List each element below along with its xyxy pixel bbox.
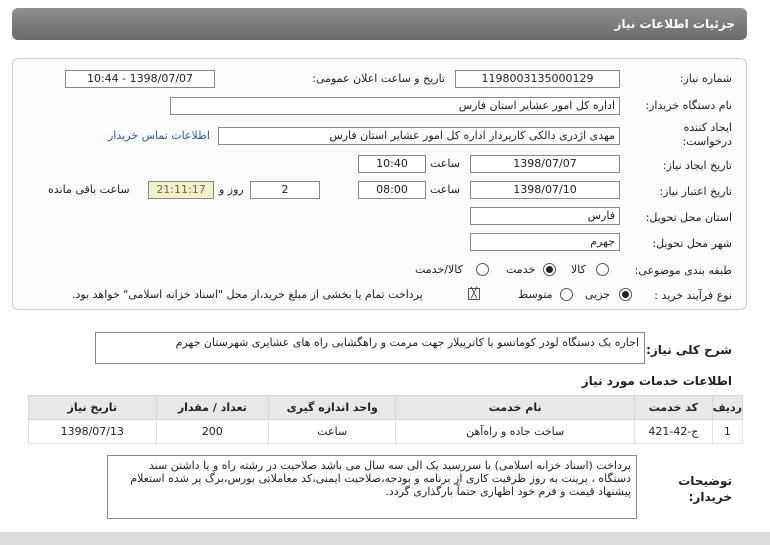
services-table — [28, 395, 743, 444]
province-field: فارس — [470, 207, 620, 225]
notes-label-line2: خریدار: — [688, 490, 732, 504]
description-field: اجاره یک دستگاه لودر کوماتسو یا کاترپیلار جهت مرمت و راهگشایی راه های عشایری شهرستان جهرم — [95, 332, 645, 364]
table-row — [29, 420, 743, 444]
table-header-row — [29, 396, 743, 420]
created-time-label: ساعت — [430, 157, 460, 170]
remaining-time-field: 21:11:17 — [148, 181, 214, 199]
cell-row-number: 1 — [712, 420, 742, 444]
valid-time-field: 08:00 — [358, 181, 426, 199]
col-header-need-date: تاریخ نیاز — [29, 396, 157, 420]
creator-label-line1: ایجاد کننده — [683, 121, 732, 134]
buyer-label: نام دستگاه خریدار: — [645, 99, 732, 112]
col-header-row-number: ردیف — [712, 396, 742, 420]
city-label: شهر محل تحویل: — [652, 237, 732, 250]
category-radio-service[interactable] — [543, 263, 556, 276]
category-label: طبقه بندی موضوعی: — [634, 264, 732, 277]
buyer-field: اداره کل امور عشایر استان فارس — [170, 97, 620, 115]
services-title: اطلاعات خدمات مورد نیاز — [581, 374, 732, 388]
page-header: جزئیات اطلاعات نیاز — [12, 8, 747, 40]
category-option-goods: کالا — [571, 263, 586, 276]
need-number-field: 1198003135000129 — [455, 70, 620, 88]
valid-time-label: ساعت — [430, 183, 460, 196]
creator-field: مهدی اژدری دالکی کارپرداز اداره کل امور عشایر استان فارس — [218, 127, 620, 145]
category-radio-goods-service[interactable] — [476, 263, 489, 276]
valid-days-field: 2 — [250, 181, 320, 199]
announce-label: تاریخ و ساعت اعلان عمومی: — [312, 72, 445, 85]
created-date-field: 1398/07/07 — [470, 155, 620, 173]
need-number-label: شماره نیاز: — [679, 72, 732, 85]
process-option-medium: متوسط — [518, 288, 553, 301]
treasury-checkbox[interactable]: ╳ — [468, 288, 480, 300]
notes-field: پرداخت (اسناد خزانه اسلامی) با سررسید یک الی سه سال می باشد صلاحیت در رشته راه و یا داشتن سند دستگاه ، پرینت به روز ظرفیت کاری از برنامه و بودجه،صلاحیت ایمنی،کد معاملاتی بورس،برگ پر شده استعلام پیشنهاد قیمت و فرم خود اظهاری حتماً بارگذاری گردد. — [107, 455, 637, 519]
process-label: نوع فرآیند خرید : — [654, 289, 732, 302]
valid-date-label: تاریخ اعتبار نیاز: — [659, 185, 732, 198]
process-radio-medium[interactable] — [560, 288, 573, 301]
buyer-contact-link[interactable]: اطلاعات تماس خریدار — [108, 129, 210, 142]
remaining-label: ساعت باقی مانده — [48, 183, 130, 196]
creator-label-line2: درخواست: — [682, 135, 732, 148]
treasury-checkbox-text: پرداخت تمام یا بخشی از مبلغ خرید،از محل "اسناد خزانه اسلامی" خواهد بود. — [72, 288, 423, 301]
cell-service-code: ج-42-421 — [634, 420, 712, 444]
description-label: شرح کلی نیاز: — [646, 343, 732, 357]
bottom-scroll-area — [0, 532, 770, 545]
cell-unit: ساعت — [269, 420, 396, 444]
col-header-unit: واحد اندازه گیری — [269, 396, 396, 420]
notes-label-line1: توضیحات — [678, 474, 732, 488]
process-radio-minor[interactable] — [619, 288, 632, 301]
city-field: جهرم — [470, 233, 620, 251]
announce-field: 1398/07/07 - 10:44 — [65, 70, 215, 88]
category-option-service: خدمت — [506, 263, 536, 276]
created-date-label: تاریخ ایجاد نیاز: — [662, 159, 732, 172]
process-option-minor: جزیی — [585, 288, 611, 301]
created-time-field: 10:40 — [358, 155, 426, 173]
col-header-quantity: تعداد / مقدار — [156, 396, 268, 420]
category-option-goods-service: کالا/خدمت — [415, 263, 463, 276]
province-label: استان محل تحویل: — [645, 211, 732, 224]
category-radio-goods[interactable] — [596, 263, 609, 276]
col-header-service-code: کد خدمت — [634, 396, 712, 420]
days-label: روز و — [219, 183, 244, 196]
col-header-service-name: نام خدمت — [396, 396, 635, 420]
valid-date-field: 1398/07/10 — [470, 181, 620, 199]
cell-need-date: 1398/07/13 — [29, 420, 157, 444]
cell-quantity: 200 — [156, 420, 268, 444]
cell-service-name: ساخت جاده و راه‌آهن — [396, 420, 635, 444]
